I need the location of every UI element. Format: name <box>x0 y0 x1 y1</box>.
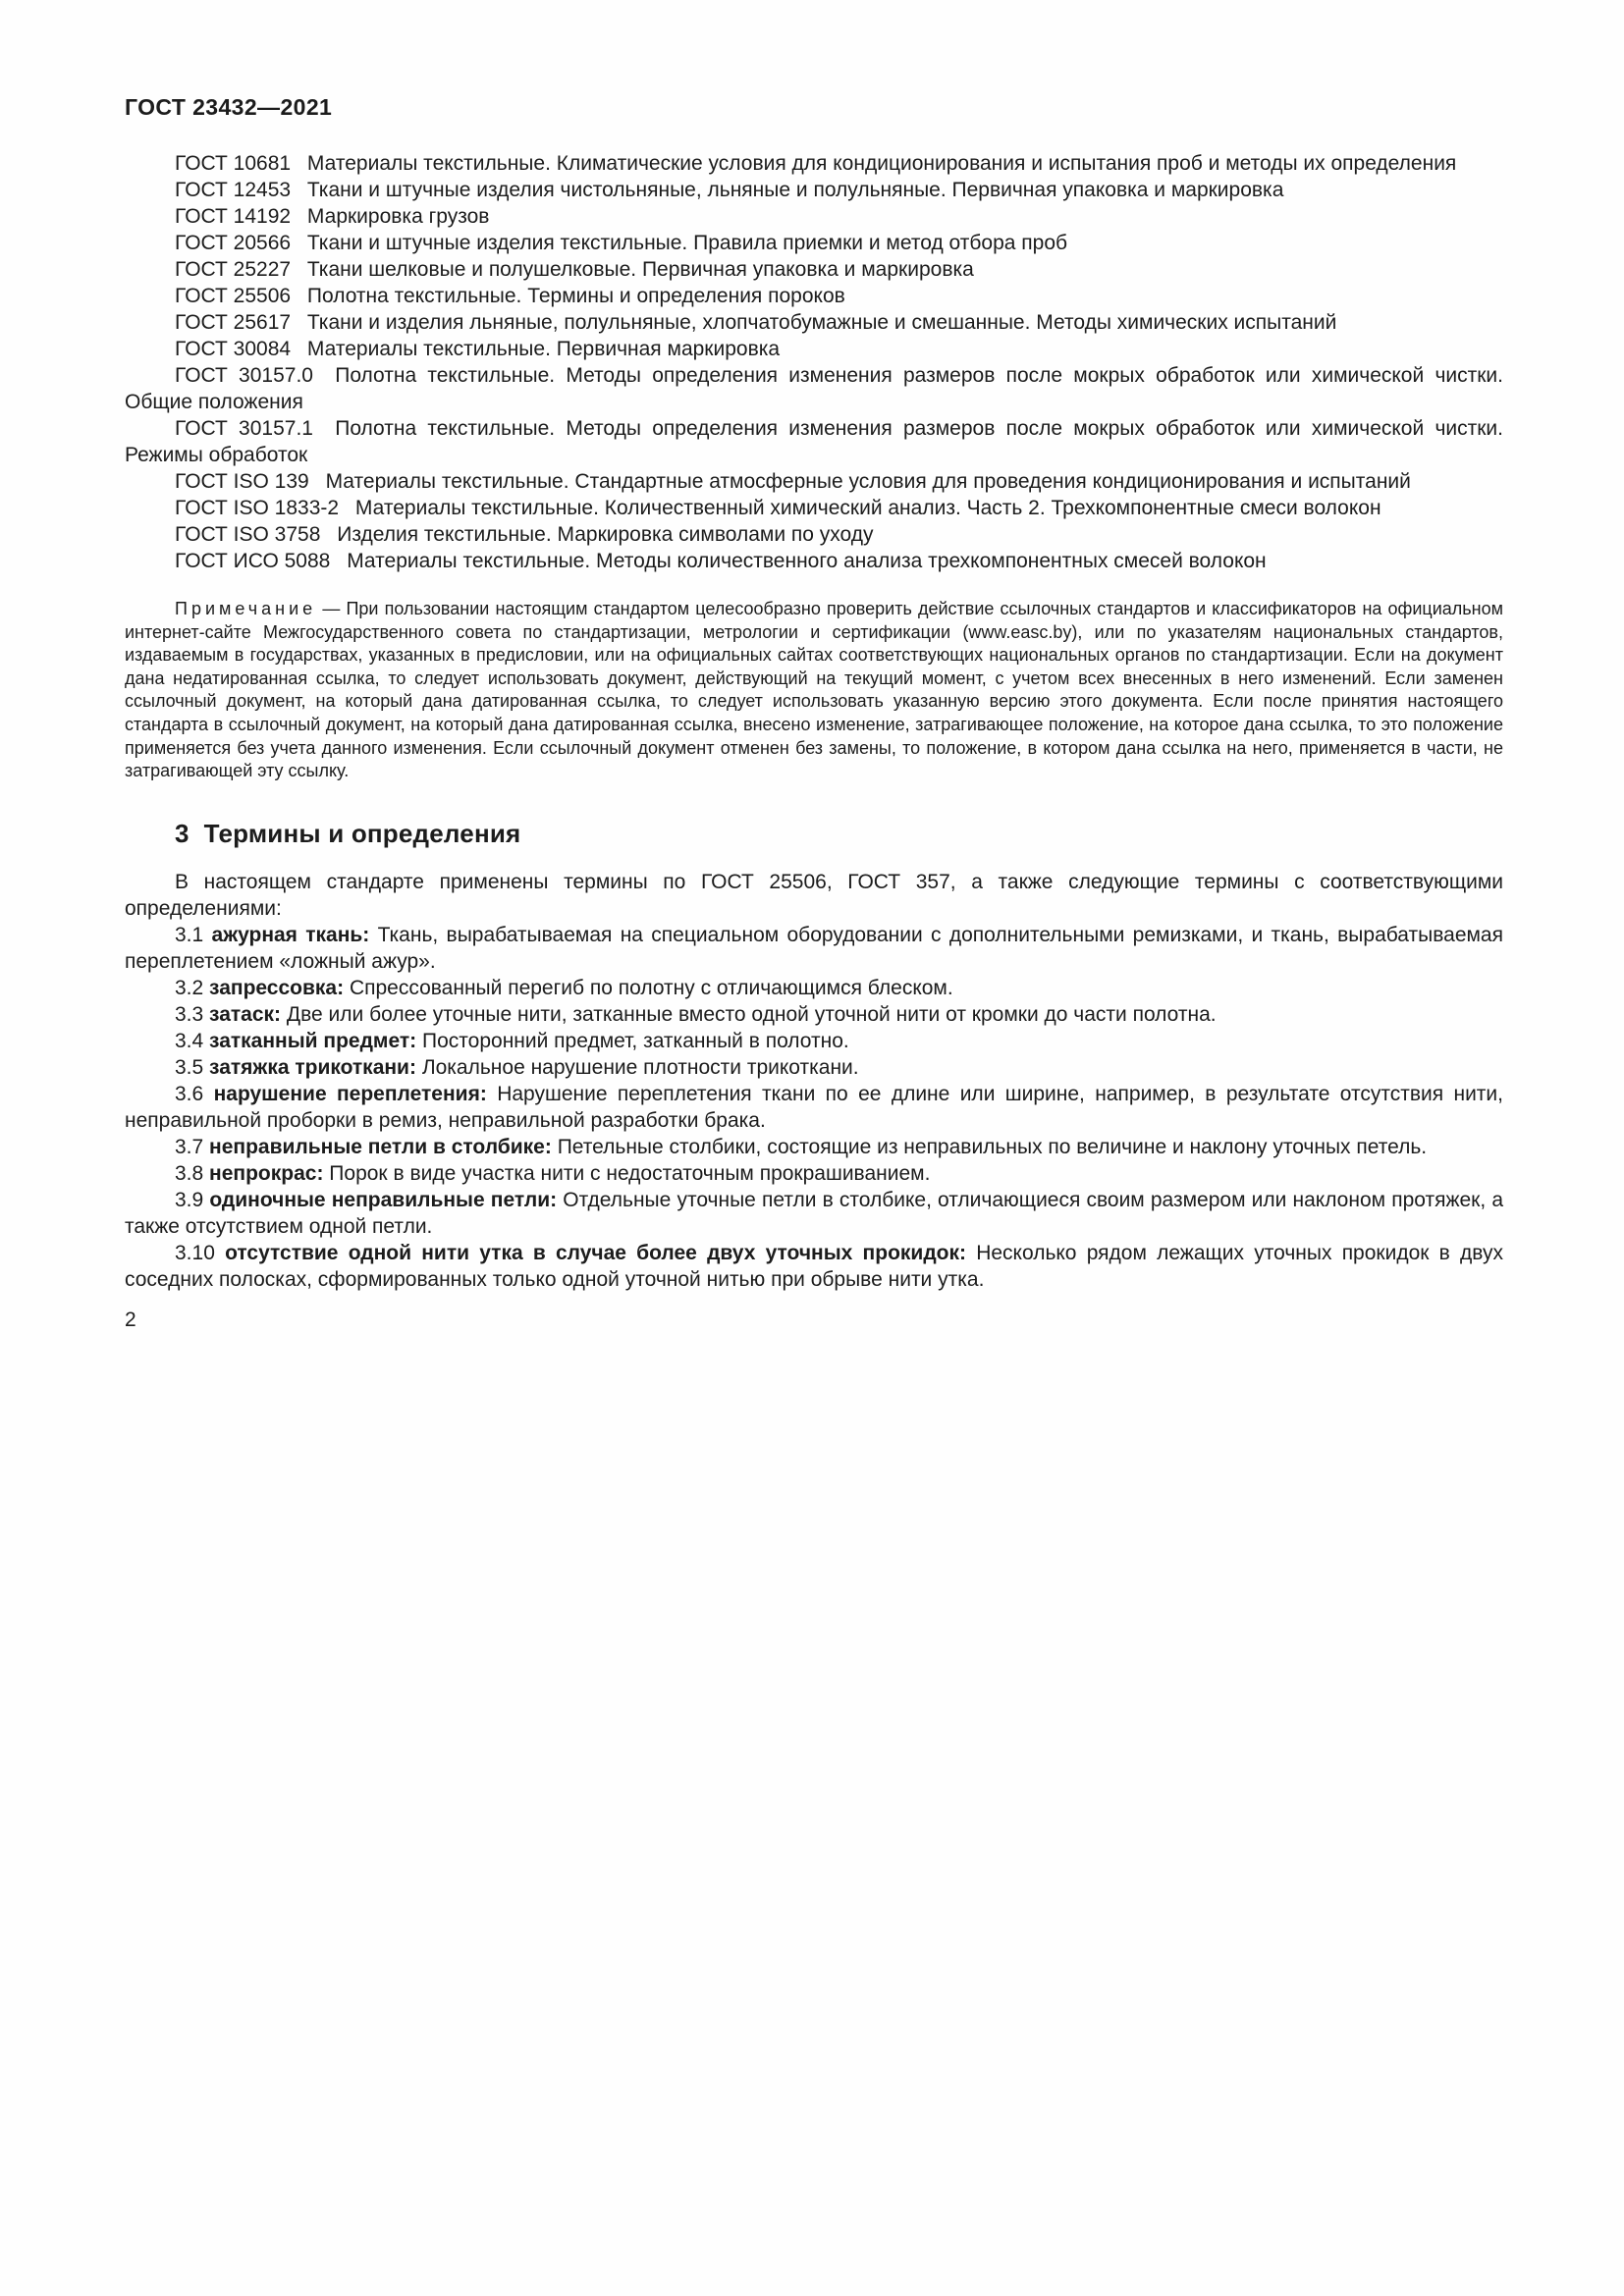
reference-number: ГОСТ 30157.0 <box>175 364 313 387</box>
reference-title: Ткани и штучные изделия текстильные. Правила приемки и метод отбора проб <box>306 232 1068 254</box>
section-heading <box>125 819 1503 849</box>
term-text: Две или более уточные нити, затканные вместо одной уточной нити от кромки до части полотна. <box>286 1002 1217 1026</box>
term-definition <box>125 975 1503 1001</box>
reference-title: Изделия текстильные. Маркировка символами по уходу <box>337 523 874 546</box>
reference-item <box>125 177 1503 203</box>
term-name: затканный предмет: <box>209 1029 417 1052</box>
reference-number: ГОСТ ISO 3758 <box>175 523 321 546</box>
reference-number: ГОСТ ИСО 5088 <box>175 550 331 572</box>
reference-title: Полотна текстильные. Методы определения изменения размеров после мокрых обработок или химической чистки. Общие положения <box>125 364 1503 413</box>
note-text: — При пользовании настоящим стандартом целесообразно проверить действие ссылочных стандартов и классификаторов на официальном интернет-сайте Межгосударственного совета по стандартизации, метрологии и сертификации (www.easc.by), или по указателям национальных стандартов, издаваемым в государствах, указанных в предисловии, или на официальных сайтах соответствующих национальных органов по стандартизации. Если на документ дана недатированная ссылка, то следует использовать документ, действующий на текущий момент, с учетом всех внесенных в него изменений. Если заменен ссылочный документ, на который дана датированная ссылка, то следует использовать указанную версию этого документа. Если после принятия настоящего стандарта в ссылочный документ, на который дана датированная ссылка, внесено изменение, затрагивающее положение, на которое дана ссылка, то это положение применяется без учета данного изменения. Если ссылочный документ отменен без замены, то положение, в котором дана ссылка на него, применяется в части, не затрагивающей эту ссылку. <box>125 599 1503 781</box>
note-label: Примечание <box>175 599 317 618</box>
reference-item <box>125 362 1503 415</box>
page-content <box>125 94 1503 1332</box>
term-number: 3.10 <box>175 1241 215 1264</box>
document-code: ГОСТ 23432—2021 <box>125 94 333 120</box>
reference-item <box>125 283 1503 309</box>
term-text: Спрессованный перегиб по полотну с отличающимся блеском. <box>349 976 953 999</box>
reference-number: ГОСТ 10681 <box>175 152 292 175</box>
term-number: 3.6 <box>175 1082 204 1105</box>
reference-title: Ткани шелковые и полушелковые. Первичная упаковка и маркировка <box>306 258 974 281</box>
term-name: затяжка трикоткани: <box>209 1055 416 1079</box>
reference-title: Материалы текстильные. Количественный химический анализ. Часть 2. Трехкомпонентные смеси волокон <box>354 497 1381 519</box>
section-intro: В настоящем стандарте применены термины по ГОСТ 25506, ГОСТ 357, а также следующие термины с соответствующими определениями: <box>125 870 1503 920</box>
reference-item <box>125 336 1503 362</box>
references-note <box>125 598 1503 783</box>
term-definition <box>125 1160 1503 1187</box>
term-number: 3.9 <box>175 1188 204 1211</box>
term-name: затаск: <box>209 1002 282 1026</box>
term-number: 3.7 <box>175 1135 204 1158</box>
reference-item <box>125 230 1503 256</box>
reference-number: ГОСТ 14192 <box>175 205 292 228</box>
reference-number: ГОСТ 30084 <box>175 338 292 360</box>
reference-item <box>125 495 1503 521</box>
reference-number: ГОСТ ISO 139 <box>175 470 309 493</box>
term-number: 3.4 <box>175 1029 204 1052</box>
reference-number: ГОСТ 20566 <box>175 232 292 254</box>
reference-number: ГОСТ ISO 1833-2 <box>175 497 340 519</box>
term-name: нарушение переплетения: <box>213 1082 487 1105</box>
term-number: 3.8 <box>175 1161 204 1185</box>
term-definition <box>125 922 1503 975</box>
reference-item <box>125 548 1503 574</box>
term-text: Локальное нарушение плотности трикоткани. <box>421 1055 859 1079</box>
reference-number: ГОСТ 12453 <box>175 179 292 201</box>
term-number: 3.2 <box>175 976 204 999</box>
reference-title: Материалы текстильные. Первичная маркировка <box>306 338 781 360</box>
reference-item <box>125 468 1503 495</box>
term-definition <box>125 1081 1503 1134</box>
term-text: Порок в виде участка нити с недостаточным прокрашиванием. <box>329 1161 931 1185</box>
term-name: отсутствие одной нити утка в случае более двух уточных прокидок: <box>225 1241 966 1264</box>
term-number: 3.1 <box>175 923 204 946</box>
term-definition <box>125 1240 1503 1293</box>
reference-title: Полотна текстильные. Термины и определения пороков <box>306 285 845 307</box>
term-text: Несколько рядом лежащих уточных прокидок в двух соседних полосках, сформированных только одной уточной нитью при обрыве нити утка. <box>125 1241 1503 1291</box>
reference-number: ГОСТ 25227 <box>175 258 292 281</box>
term-definition <box>125 1001 1503 1028</box>
term-text: Посторонний предмет, затканный в полотно. <box>422 1029 849 1052</box>
term-definition <box>125 1134 1503 1160</box>
term-number: 3.5 <box>175 1055 204 1079</box>
term-name: ажурная ткань: <box>211 923 370 946</box>
reference-item <box>125 309 1503 336</box>
reference-title: Ткани и штучные изделия чистольняные, льняные и полульняные. Первичная упаковка и маркировка <box>306 179 1284 201</box>
term-name: одиночные неправильные петли: <box>209 1188 558 1211</box>
term-name: запрессовка: <box>209 976 345 999</box>
term-number: 3.3 <box>175 1002 204 1026</box>
reference-number: ГОСТ 30157.1 <box>175 417 313 440</box>
section-number: 3 <box>175 818 189 848</box>
term-definition <box>125 1028 1503 1054</box>
reference-number: ГОСТ 25617 <box>175 311 292 334</box>
reference-item <box>125 521 1503 548</box>
page-number: 2 <box>125 1308 136 1331</box>
reference-title: Маркировка грузов <box>306 205 490 228</box>
reference-number: ГОСТ 25506 <box>175 285 292 307</box>
term-name: непрокрас: <box>209 1161 324 1185</box>
reference-item <box>125 150 1503 177</box>
reference-item <box>125 203 1503 230</box>
reference-title: Материалы текстильные. Стандартные атмосферные условия для проведения кондиционирования и испытаний <box>325 470 1411 493</box>
term-text: Ткань, вырабатываемая на специальном оборудовании с дополнительными ремизками, и ткань, вырабатываемая переплетением «ложный ажур». <box>125 923 1503 973</box>
term-name: неправильные петли в столбике: <box>209 1135 552 1158</box>
reference-title: Полотна текстильные. Методы определения изменения размеров после мокрых обработок или химической чистки. Режимы обработок <box>125 417 1503 466</box>
term-text: Нарушение переплетения ткани по ее длине или ширине, например, в результате отсутствия нити, неправильной проборки в ремиз, неправильной разработки брака. <box>125 1082 1503 1132</box>
term-text: Петельные столбики, состоящие из неправильных по величине и наклону уточных петель. <box>557 1135 1428 1158</box>
reference-item <box>125 415 1503 468</box>
term-definition <box>125 1054 1503 1081</box>
term-text: Отдельные уточные петли в столбике, отличающиеся своим размером или наклоном протяжек, а также отсутствием одной петли. <box>125 1188 1504 1238</box>
term-definition <box>125 1187 1503 1240</box>
reference-title: Ткани и изделия льняные, полульняные, хлопчатобумажные и смешанные. Методы химических испытаний <box>306 311 1337 334</box>
section-title: Термины и определения <box>203 818 521 848</box>
references-list <box>125 150 1503 574</box>
reference-item <box>125 256 1503 283</box>
reference-title: Материалы текстильные. Методы количественного анализа трехкомпонентных смесей волокон <box>347 550 1267 572</box>
reference-title: Материалы текстильные. Климатические условия для кондиционирования и испытания проб и методы их определения <box>306 152 1457 175</box>
